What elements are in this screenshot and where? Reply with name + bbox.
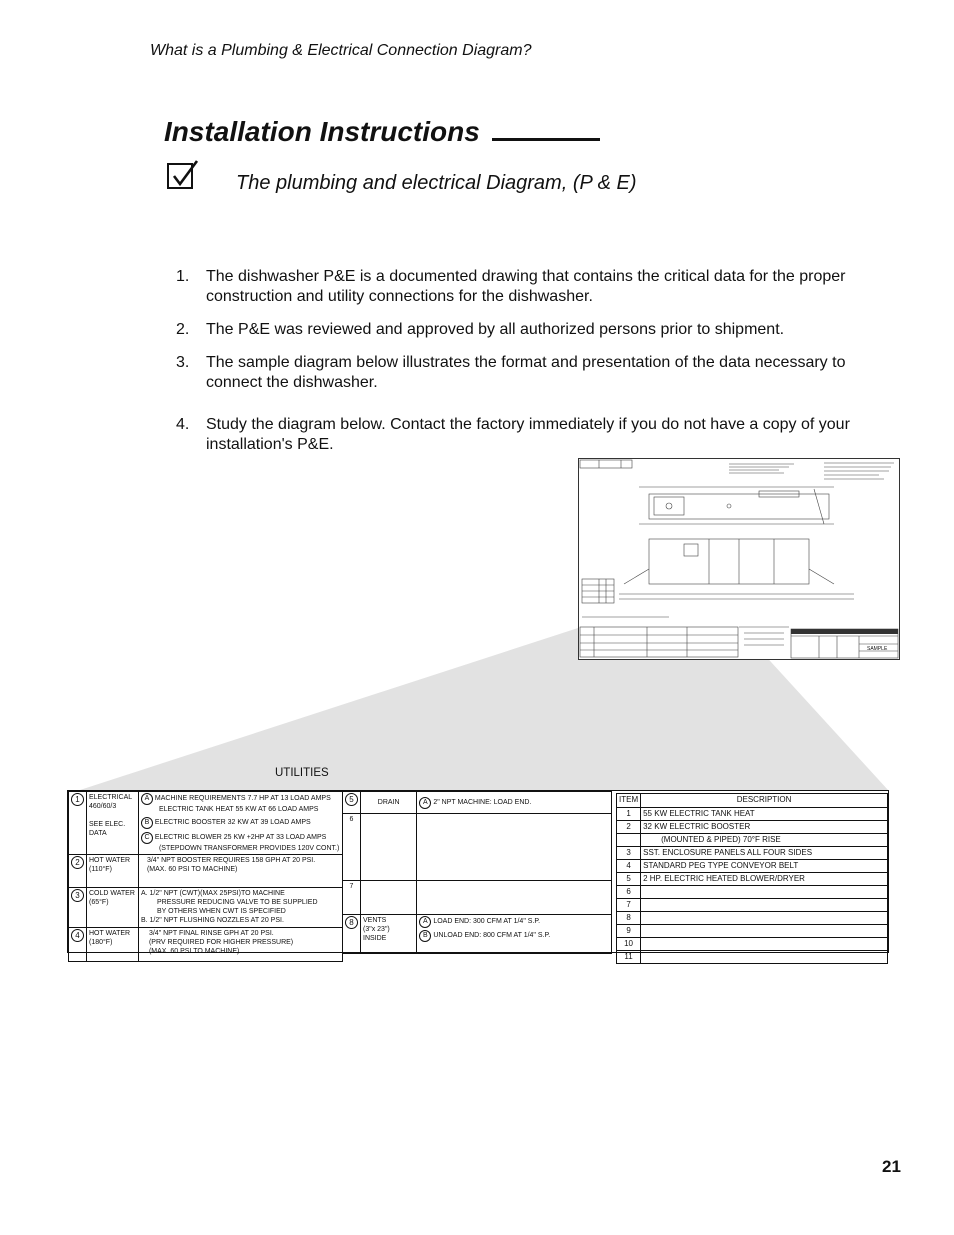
table-row: 3 SST. ENCLOSURE PANELS ALL FOUR SIDES <box>617 847 888 860</box>
pe-drawing-thumbnail <box>578 458 900 660</box>
list-item: 1. The dishwasher P&E is a documented drawing that contains the critical data for the proper construction and utility connections for the dishwasher. <box>176 268 846 305</box>
item-description-table <box>616 793 888 964</box>
table-row: 5 2 HP. ELECTRIC HEATED BLOWER/DRYER <box>617 873 888 886</box>
table-row: 8 VENTS (3"x 23") INSIDE A LOAD END: 300 CFM AT 1/4" S.P. B UNLOAD END: 800 CFM AT 1/4" S.P. <box>343 915 612 954</box>
table-row: 6 <box>343 814 612 881</box>
utilities-panel <box>67 790 889 961</box>
table-row: 2 32 KW ELECTRIC BOOSTER <box>617 821 888 834</box>
table-row: 7 <box>617 899 888 912</box>
sample-stamp: SAMPLE <box>867 646 888 652</box>
title-underline <box>492 118 600 141</box>
list-item: 2. The P&E was reviewed and approved by all authorized persons prior to shipment. <box>176 321 785 338</box>
utilities-table-left <box>68 791 343 962</box>
instruction-list <box>176 267 876 468</box>
table-row: 5 DRAIN A 2" NPT MACHINE: LOAD END. <box>343 792 612 814</box>
page-title: Installation Instructions <box>164 116 600 148</box>
table-row: 11 <box>617 951 888 964</box>
running-header: What is a Plumbing & Electrical Connection Diagram? <box>150 42 532 59</box>
list-item: 3. The sample diagram below illustrates the format and presentation of the data necessary to connect the dishwasher. <box>176 354 846 391</box>
table-row: 8 <box>617 912 888 925</box>
list-item: 4. Study the diagram below. Contact the factory immediately if you do not have a copy of your installation's P&E. <box>176 416 850 453</box>
table-row: 6 <box>617 886 888 899</box>
table-row: 2 HOT WATER (110°F) 3/4" NPT BOOSTER REQUIRES 158 GPH AT 20 PSI. (MAX. 60 PSI TO MACHINE) <box>69 855 343 888</box>
utility-name: ELECTRICAL 460/60/3 SEE ELEC. DATA <box>87 792 139 855</box>
checked-box-icon <box>167 163 193 189</box>
table-row: 1 55 KW ELECTRIC TANK HEAT <box>617 808 888 821</box>
pe-drawing-sketch <box>579 459 899 659</box>
utilities-table-middle <box>342 791 612 954</box>
table-header-row: ITEM DESCRIPTION <box>617 794 888 808</box>
table-row: 7 <box>343 881 612 915</box>
table-row: (MOUNTED & PIPED) 70°F RISE <box>617 834 888 847</box>
table-row: 1 ELECTRICAL 460/60/3 SEE ELEC. DATA A MACHINE REQUIREMENTS 7.7 HP AT 13 LOAD AMPS ELECTRIC TANK HEAT 55 KW AT 66 LOAD AMPS B ELECTRIC BOOSTER 32 KW AT 39 LOAD AMPS C ELECTRIC BLOWER 25 KW +2HP AT 33 LOAD AMPS (STEPDOWN TRANSFORMER PROVIDES 120V CONT.) <box>69 792 343 855</box>
table-row: 3 COLD WATER (65°F) A. 1/2" NPT (CWT)(MAX 25PSI)TO MACHINE PRESSURE REDUCING VALVE TO BE SUPPLIED BY OTHERS WHEN CWT IS SPECIFIED B. 1/2" NPT FLUSHING NOZZLES AT 20 PSI. <box>69 888 343 928</box>
page-number: 21 <box>882 1157 901 1176</box>
table-row: 9 <box>617 925 888 938</box>
utilities-label: UTILITIES <box>275 767 329 779</box>
table-row: 4 HOT WATER (180°F) 3/4" NPT FINAL RINSE GPH AT 20 PSI. (PRV REQUIRED FOR HIGHER PRESSURE) (MAX. 60 PSI TO MACHINE) <box>69 928 343 962</box>
table-row: 4 STANDARD PEG TYPE CONVEYOR BELT <box>617 860 888 873</box>
section-subtitle: The plumbing and electrical Diagram, (P & E) <box>236 172 637 194</box>
table-row: 10 <box>617 938 888 951</box>
